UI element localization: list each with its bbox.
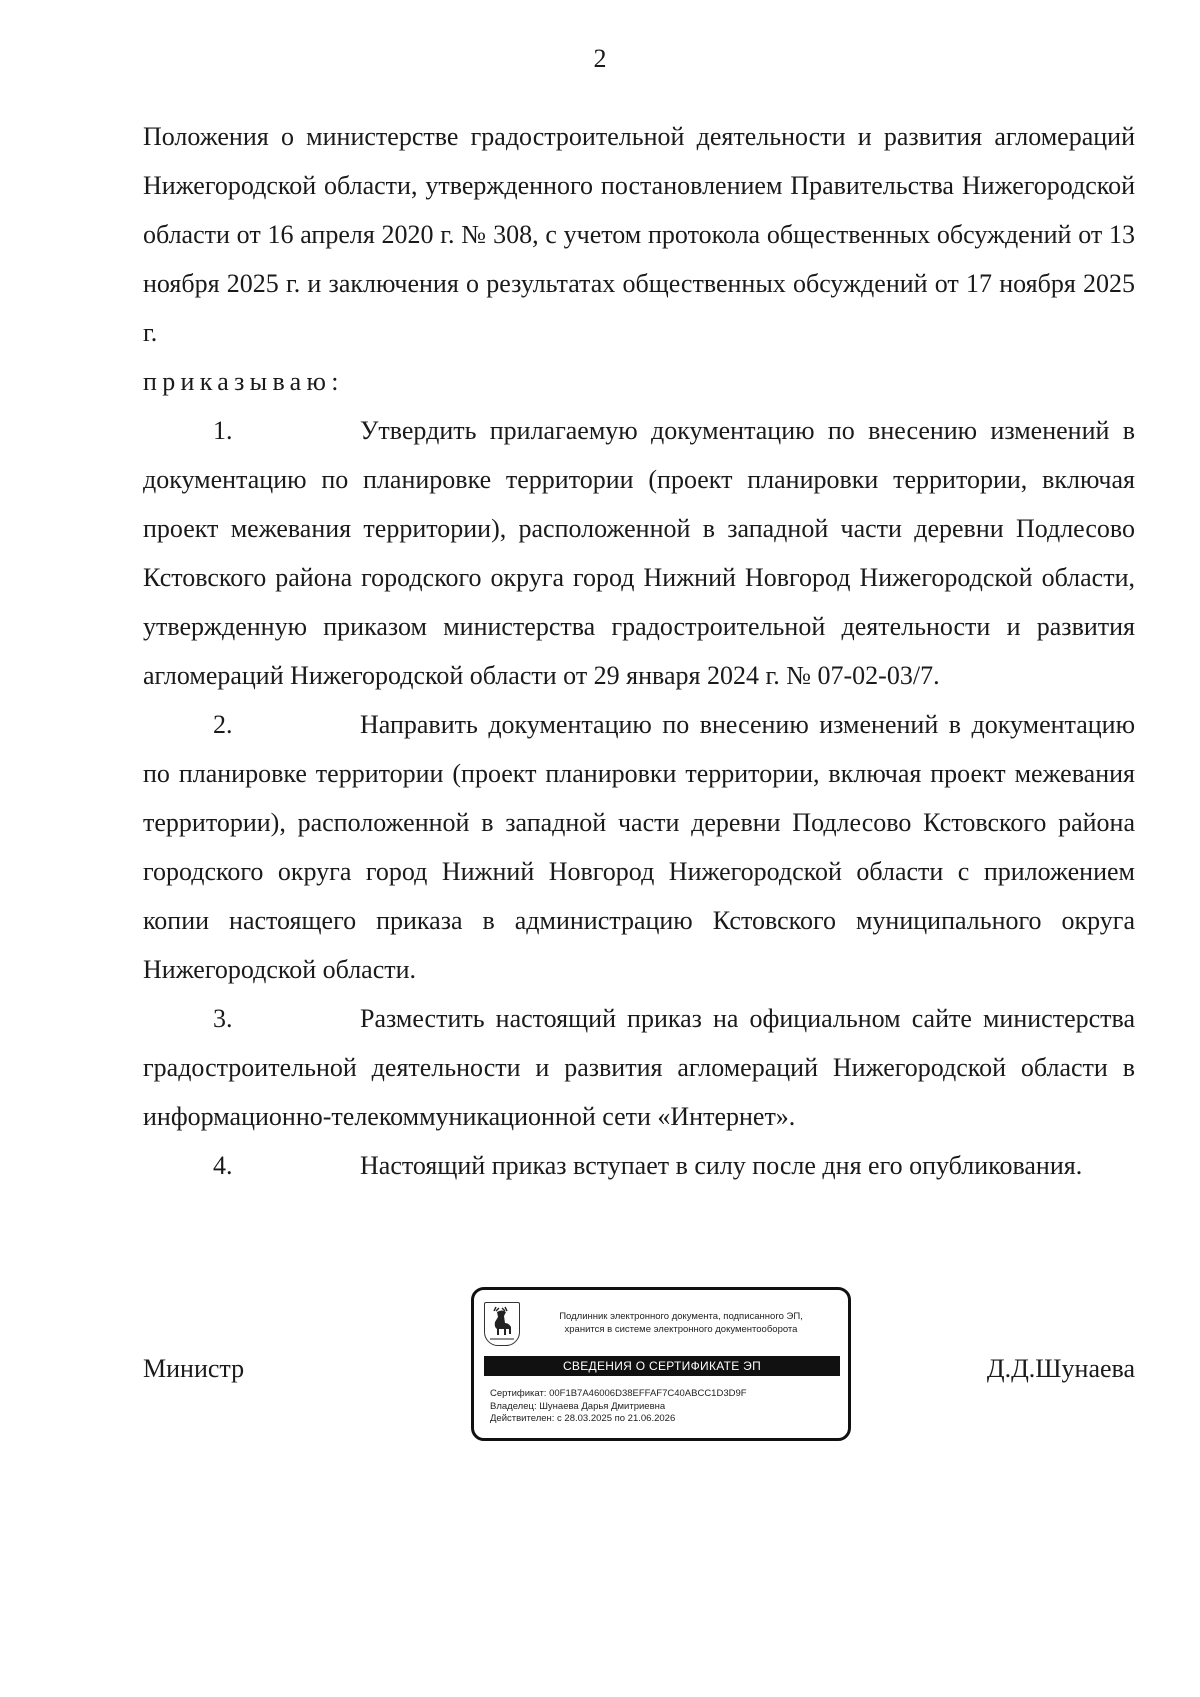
stamp-title-bar: СВЕДЕНИЯ О СЕРТИФИКАТЕ ЭП <box>484 1356 840 1376</box>
order-item-1 <box>143 406 1135 700</box>
order-item-text: Утвердить прилагаемую документацию по внесению изменений в документацию по планировке территории (проект планировки территории, включая проект межевания территории), расположенной в западной части деревни Подлесово Кстовского района городского округа город Нижний Новгород Нижегородской области, утвержденную приказом министерства градостроительной деятельности и развития агломераций Нижегородской области от 29 января 2024 г. № 07-02-03/7. <box>143 416 1135 690</box>
order-item-number: 4. <box>213 1151 233 1180</box>
signature-block <box>143 1287 1135 1447</box>
prikazyvayu-label: приказываю: <box>143 367 344 396</box>
electronic-signature-stamp <box>471 1287 851 1441</box>
deer-coat-of-arms-icon <box>484 1302 520 1346</box>
intro-paragraph: Положения о министерстве градостроительной деятельности и развития агломераций Нижегородской области, утвержденного постановлением Правительства Нижегородской области от 16 апреля 2020 г. № 308, с учетом протокола общественных обсуждений от 13 ноября 2025 г. и заключения о результатах общественных обсуждений от 17 ноября 2025 г. <box>143 122 1135 347</box>
order-item-text: Направить документацию по внесению изменений в документацию по планировке территории (проект планировки территории, включая проект межевания территории), расположенной в западной части деревни Подлесово Кстовского района городского округа город Нижний Новгород Нижегородской области с приложением копии настоящего приказа в администрацию Кстовского муниципального округа Нижегородской области. <box>143 710 1135 984</box>
order-item-3 <box>143 994 1135 1141</box>
document-body <box>143 112 1135 1190</box>
order-item-text: Настоящий приказ вступает в силу после дня его опубликования. <box>360 1151 1083 1180</box>
certificate-owner: Владелец: Шунаева Дарья Дмитриевна <box>490 1400 666 1412</box>
order-item-number: 2. <box>213 710 233 739</box>
signer-position: Министр <box>143 1354 245 1383</box>
certificate-serial: Сертификат: 00F1B7A46006D38EFFAF7C40ABCC1D3D9F <box>490 1388 747 1399</box>
stamp-header <box>536 1310 826 1336</box>
order-item-4 <box>143 1141 1135 1190</box>
stamp-certificate-details <box>490 1388 747 1426</box>
page-number: 2 <box>593 44 607 73</box>
stamp-header-line: Подлинник электронного документа, подписанного ЭП, <box>559 1311 803 1322</box>
order-item-text: Разместить настоящий приказ на официальном сайте министерства градостроительной деятельности и развития агломераций Нижегородской области в информационно-телекоммуникационной сети «Интернет». <box>143 1004 1135 1131</box>
certificate-validity: Действителен: с 28.03.2025 по 21.06.2026 <box>490 1413 676 1424</box>
order-item-number: 3. <box>213 1004 233 1033</box>
stamp-header-line: хранится в системе электронного документооборота <box>564 1324 798 1335</box>
order-item-number: 1. <box>213 416 233 445</box>
signer-name: Д.Д.Шунаева <box>986 1354 1135 1383</box>
order-item-2 <box>143 700 1135 994</box>
